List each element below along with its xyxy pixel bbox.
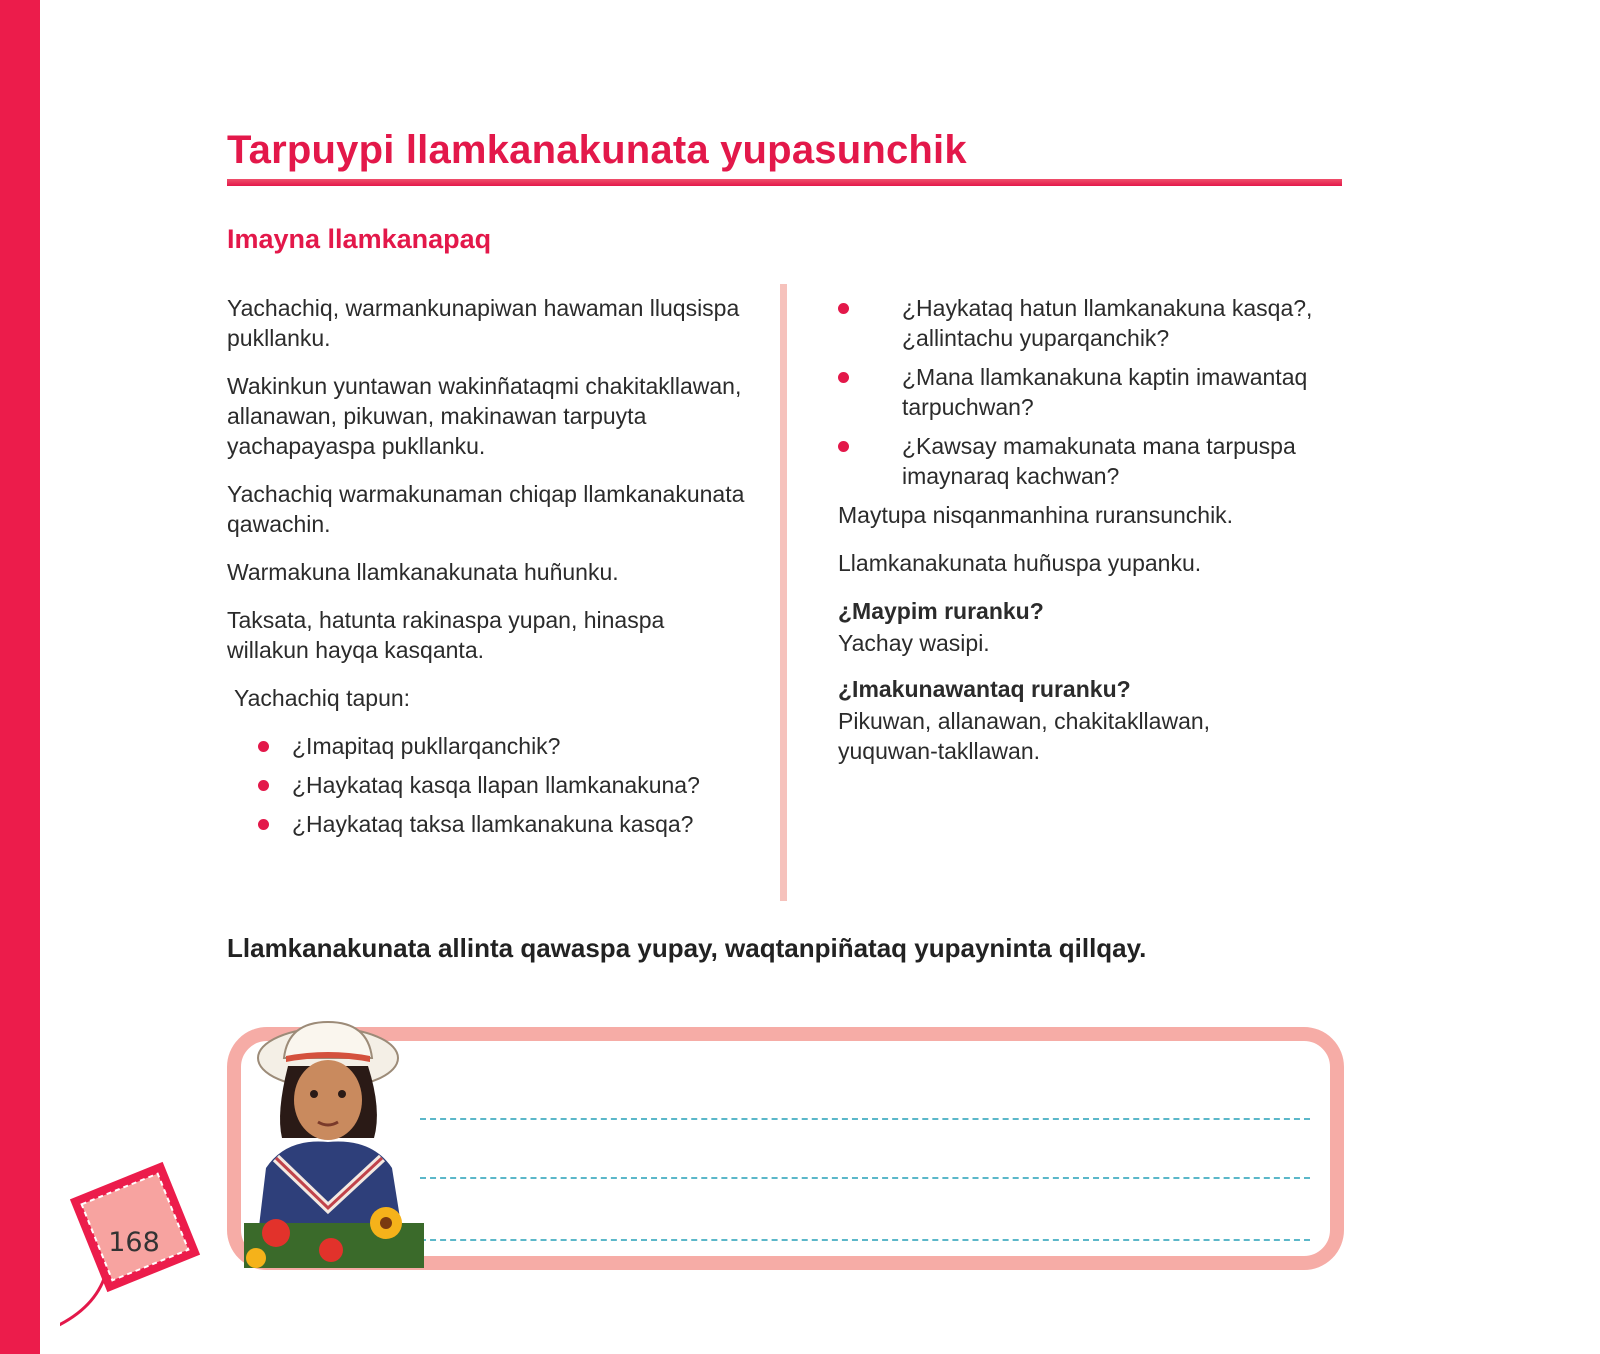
list-item bbox=[805, 362, 1362, 422]
bullet-icon bbox=[838, 441, 849, 452]
eye-icon bbox=[338, 1090, 346, 1098]
question-text: ¿Kawsay mamakunata mana tarpuspa imaynaraq kachwan? bbox=[902, 433, 1296, 489]
girl-illustration bbox=[236, 1018, 426, 1268]
bullet-icon bbox=[258, 819, 269, 830]
eye-icon bbox=[310, 1090, 318, 1098]
section-subtitle: Imayna llamkanapaq bbox=[227, 224, 492, 254]
flower-icon bbox=[319, 1238, 343, 1262]
left-column bbox=[227, 293, 747, 848]
question-heading: ¿Imakunawantaq ruranku? bbox=[838, 676, 1131, 702]
bullet-icon bbox=[258, 780, 269, 791]
question-list bbox=[227, 731, 747, 839]
page-title: Tarpuypi llamkanakunata yupasunchik bbox=[227, 128, 967, 172]
list-item bbox=[805, 431, 1362, 491]
answer-text: Pikuwan, allanawan, chakitakllawan, yuquwan-takllawan. bbox=[838, 708, 1211, 764]
bullet-icon bbox=[258, 741, 269, 752]
right-column bbox=[838, 293, 1358, 782]
question-text: ¿Mana llamkanakuna kaptin imawantaq tarpuchwan? bbox=[902, 364, 1308, 420]
question-text: ¿Haykataq hatun llamkanakuna kasqa?, ¿allintachu yuparqanchik? bbox=[902, 295, 1313, 351]
face-icon bbox=[294, 1060, 362, 1140]
paragraph: Yachachiq tapun: bbox=[234, 685, 411, 711]
paragraph: Yachachiq warmakunaman chiqap llamkanakunata qawachin. bbox=[227, 481, 745, 537]
answer-text: Yachay wasipi. bbox=[838, 630, 990, 656]
list-item bbox=[227, 731, 747, 761]
left-margin-bar bbox=[0, 0, 40, 1354]
writing-line[interactable] bbox=[420, 1239, 1310, 1241]
writing-line[interactable] bbox=[420, 1177, 1310, 1179]
question-text: ¿Haykataq kasqa llapan llamkanakuna? bbox=[292, 772, 700, 798]
list-item bbox=[227, 809, 747, 839]
column-divider bbox=[780, 284, 787, 901]
paragraph: Warmakuna llamkanakunata huñunku. bbox=[227, 559, 619, 585]
list-item bbox=[227, 770, 747, 800]
paragraph: Maytupa nisqanmanhina ruransunchik. bbox=[838, 502, 1234, 528]
flower-center-icon bbox=[380, 1217, 392, 1229]
question-text: ¿Haykataq taksa llamkanakuna kasqa? bbox=[292, 811, 694, 837]
bullet-icon bbox=[838, 303, 849, 314]
question-heading: ¿Maypim ruranku? bbox=[838, 598, 1044, 624]
question-list bbox=[805, 293, 1358, 491]
bullet-icon bbox=[838, 372, 849, 383]
flower-icon bbox=[262, 1219, 290, 1247]
list-item bbox=[805, 293, 1362, 353]
question-text: ¿Imapitaq pukllarqanchik? bbox=[292, 733, 561, 759]
paragraph: Yachachiq, warmankunapiwan hawaman lluqsispa pukllanku. bbox=[227, 295, 740, 351]
paragraph: Taksata, hatunta rakinaspa yupan, hinaspa willakun hayqa kasqanta. bbox=[227, 607, 665, 663]
paragraph: Wakinkun yuntawan wakinñataqmi chakitakllawan, allanawan, pikuwan, makinawan tarpuyta yachapayaspa pukllanku. bbox=[227, 373, 742, 459]
writing-line[interactable] bbox=[420, 1118, 1310, 1120]
instruction-text: Llamkanakunata allinta qawaspa yupay, waqtanpiñataq yupayninta qillqay. bbox=[227, 933, 1147, 963]
title-underline bbox=[227, 179, 1342, 186]
page-number: 168 bbox=[108, 1227, 160, 1258]
flower-icon bbox=[246, 1248, 266, 1268]
paragraph: Llamkanakunata huñuspa yupanku. bbox=[838, 550, 1202, 576]
